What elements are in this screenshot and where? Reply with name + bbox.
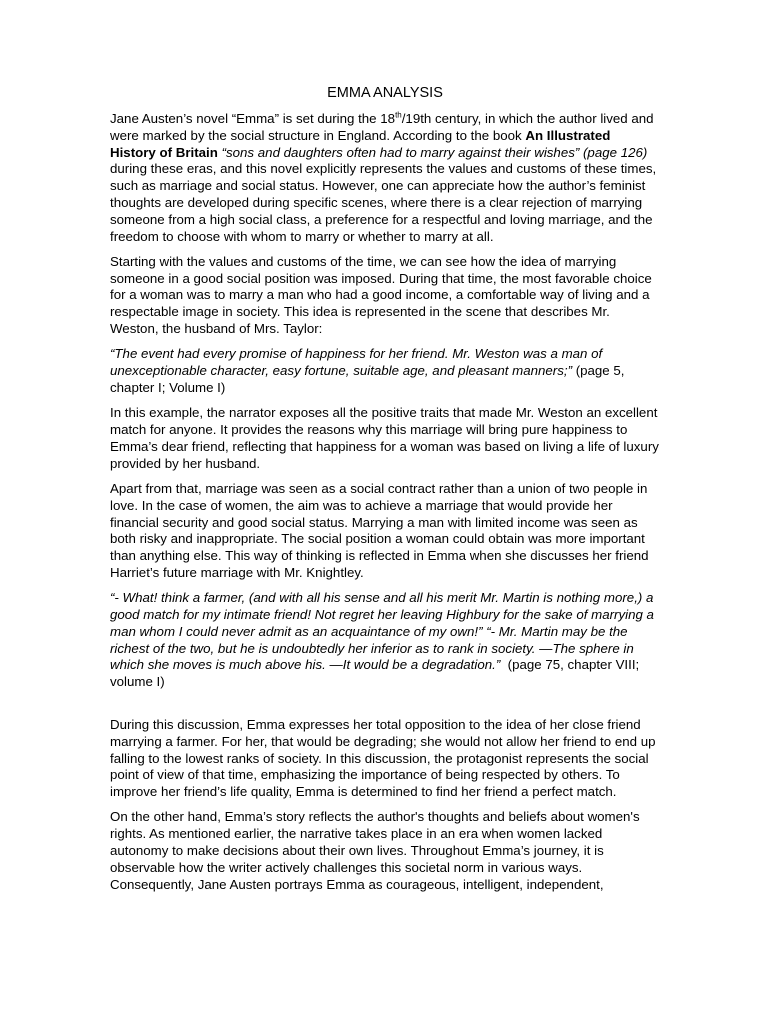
quote-text: “The event had every promise of happiness for her friend. Mr. Weston was a man of unexceptionable character, easy fortune, suitable age, and pleasant manners;” (110, 346, 603, 379)
quote-text: “- What! think a farmer, (and with all his sense and all his merit Mr. Martin is nothing more,) a good match for my intimate friend! Not regret her leaving Highbury for the sake of marrying a man whom I could never admit as an acquaintance of my own!” “- Mr. Martin may be the richest of the two, but he is undoubtedly her inferior as to rank in society. —The sphere in which she moves is much above his. —It would be a degradation.” (110, 590, 654, 673)
intro-text-c: during these eras, and this novel explicitly represents the values and customs of these times, such as marriage and social status. However, one can appreciate how the author’s feminist thoughts are developed during specific scenes, where there is a clear rejection of marrying someone from a high social class, a preference for a respectful and loving marriage, and the freedom to choose with whom to marry or whether to marry at all. (110, 161, 657, 244)
paragraph-discussion: During this discussion, Emma expresses her total opposition to the idea of her close friend marrying a farmer. For her, that would be degrading; she would not allow her friend to end up falling to the lowest ranks of society. In this discussion, the protagonist represents the social point of view of that time, emphasizing the importance of being respected by others. To improve her friend’s life quality, Emma is determined to find her friend a perfect match. (110, 717, 656, 800)
document-title: EMMA ANALYSIS (327, 85, 443, 101)
paragraph-intro (110, 111, 660, 245)
quote-mr-weston (110, 346, 660, 396)
book-title: An Illustrated History of Britain (110, 127, 629, 160)
paragraph-values-customs: Starting with the values and customs of the time, we can see how the idea of marrying someone in a good social position was imposed. During that time, the most favorable choice for a woman was to marry a man who had a good income, a comfortable way of living and a respectable image in society. This idea is represented in the scene that describes Mr. Weston, the husband of Mrs. Taylor: (110, 253, 652, 337)
paragraph-social-contract: Apart from that, marriage was seen as a social contract rather than a union of two people in love. In the case of women, the aim was to achieve a marriage that would provide her financial security and good social status. Marrying a man with limited income was seen as both risky and inappropriate. The social position a woman could obtain was more important than anything else. This way of thinking is reflected in Emma when she discusses her friend Harriet’s future marriage with Mr. Knightley. (110, 480, 649, 580)
document-page (110, 84, 660, 902)
paragraph-weston-analysis: In this example, the narrator exposes all the positive traits that made Mr. Weston an excellent match for anyone. It provides the reasons why this marriage will bring pure happiness to Emma’s dear friend, reflecting that happiness for a woman was based on living a life of luxury provided by her husband. (110, 405, 659, 471)
quote-citation: (page 5, chapter I; Volume I) (110, 363, 625, 395)
paragraph-womens-rights: On the other hand, Emma’s story reflects the author's thoughts and beliefs about women's rights. As mentioned earlier, the narrative takes place in an era when women lacked autonomy to make decisions about their own lives. Throughout Emma’s journey, it is observable how the writer actively challenges this societal norm in various ways. Consequently, Jane Austen portrays Emma as courageous, intelligent, independent, (110, 809, 640, 892)
intro-text-b: /19th century, in which the author lived and were marked by the social structure in England. According to the book (110, 111, 654, 143)
book-quote: “sons and daughters often had to marry against their wishes” (page 126) (217, 144, 648, 160)
intro-text-a: Jane Austen’s novel “Emma” is set during the 18 (110, 111, 396, 126)
ordinal-suffix: th (395, 110, 402, 120)
quote-farmer (110, 590, 660, 691)
quote-citation: (page 75, chapter VIII; volume I) (110, 657, 643, 690)
